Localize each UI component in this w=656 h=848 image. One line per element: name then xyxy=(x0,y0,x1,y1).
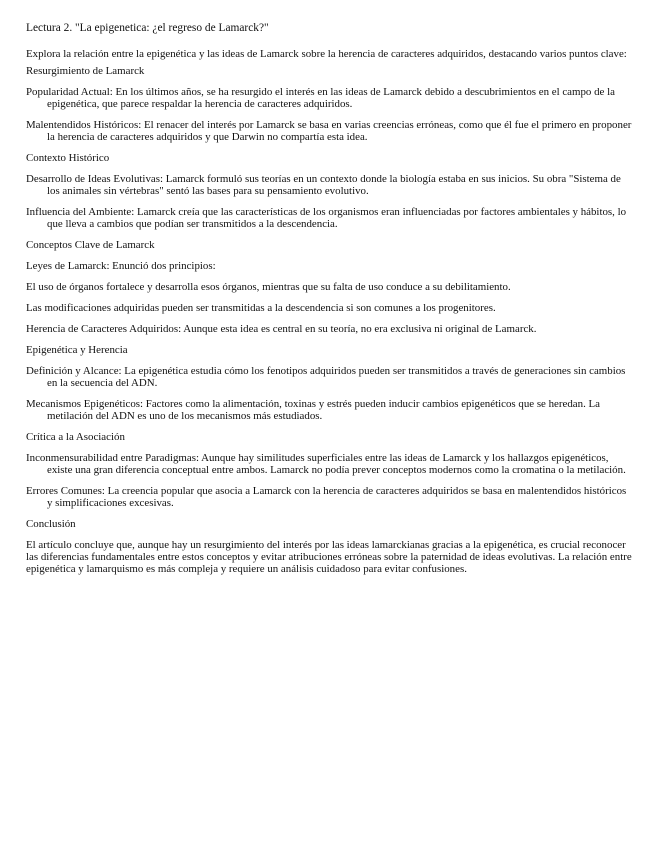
paragraph-text: : Aunque esta idea es central en su teoría, no era exclusiva ni original de Lamarck. xyxy=(178,323,537,335)
section-paragraph xyxy=(26,323,632,335)
section-paragraph xyxy=(26,365,632,389)
section-paragraph xyxy=(26,485,632,509)
paragraph-label: Definición y Alcance xyxy=(26,365,119,377)
section-paragraph xyxy=(26,281,632,293)
section-heading: Contexto Histórico xyxy=(26,152,110,164)
paragraph-text: : La creencia popular que asocia a Lamarck con la herencia de caracteres adquiridos se basa en malentendidos históricos y simplificaciones excesivas. xyxy=(47,485,627,509)
section-paragraph xyxy=(26,119,632,143)
paragraph-label: Herencia de Caracteres Adquiridos xyxy=(26,323,179,335)
paragraph-text: : El renacer del interés por Lamarck se basa en varias creencias erróneas, como que él fue el primero en proponer la herencia de caracteres adquiridos y que Darwin no compartía esta idea. xyxy=(47,119,632,143)
section-paragraph xyxy=(26,173,632,197)
paragraph-label: Malentendidos Históricos xyxy=(26,119,139,131)
paragraph-text: El artículo concluye que, aunque hay un resurgimiento del interés por las ideas lamarckianas gracias a la epigenética, es crucial reconocer las diferencias fundamentales entre estos conceptos y evitar atribuciones erróneas sobre la paternidad de ideas evolutivas. La relación entre epigenética y lamarquismo es más compleja y requiere un análisis cuidadoso para evitar confusiones. xyxy=(26,539,632,575)
section-paragraph xyxy=(26,398,632,422)
section-heading: Conceptos Clave de Lamarck xyxy=(26,239,155,251)
paragraph-label: Leyes de Lamarck xyxy=(26,260,107,272)
paragraph-label: Mecanismos Epigenéticos xyxy=(26,398,141,410)
section-heading: Resurgimiento de Lamarck xyxy=(26,65,145,77)
paragraph-text: : Factores como la alimentación, toxinas y estrés pueden inducir cambios epigenéticos que se heredan. La metilación del ADN es uno de los mecanismos más estudiados. xyxy=(47,398,601,422)
paragraph-text: : Enunció dos principios: xyxy=(106,260,216,272)
section-paragraph xyxy=(26,260,632,272)
section-heading: Epigenética y Herencia xyxy=(26,344,128,356)
paragraph-label: Influencia del Ambiente xyxy=(26,206,132,218)
paragraph-label: Desarrollo de Ideas Evolutivas xyxy=(26,173,160,185)
section-heading: Crítica a la Asociación xyxy=(26,431,125,443)
section-heading: Conclusión xyxy=(26,518,76,530)
paragraph-text: : Aunque hay similitudes superficiales entre las ideas de Lamarck y los hallazgos epigenéticos, existe una gran diferencia conceptual entre ambos. Lamarck no podía prever conceptos modernos como la cromatina o la metilación. xyxy=(47,452,626,476)
section-paragraph xyxy=(26,86,632,110)
document-body xyxy=(26,65,632,575)
paragraph-label: Popularidad Actual xyxy=(26,86,110,98)
section-paragraph xyxy=(26,452,632,476)
paragraph-text: : La epigenética estudia cómo los fenotipos adquiridos pueden ser transmitidos a través de generaciones sin cambios en la secuencia del ADN. xyxy=(47,365,626,389)
document-title: Lectura 2. "La epigenetica: ¿el regreso de Lamarck?" xyxy=(26,22,269,34)
section-paragraph xyxy=(26,539,632,575)
section-paragraph xyxy=(26,206,632,230)
paragraph-text: : Lamarck formuló sus teorías en un contexto donde la biología estaba en sus inicios. Su obra "Sistema de los animales sin vértebras" sentó las bases para su pensamiento evolutivo. xyxy=(47,173,621,197)
paragraph-text: Las modificaciones adquiridas pueden ser transmitidas a la descendencia si son comunes a los progenitores. xyxy=(26,302,496,314)
paragraph-label: Errores Comunes xyxy=(26,485,102,497)
paragraph-text: : En los últimos años, se ha resurgido el interés en las ideas de Lamarck debido a descubrimientos en el campo de la epigenética, que parece respaldar la herencia de caracteres adquiridos. xyxy=(47,86,615,110)
paragraph-label: Inconmensurabilidad entre Paradigmas xyxy=(26,452,196,464)
section-paragraph xyxy=(26,302,632,314)
paragraph-text: : Lamarck creía que las características de los organismos eran influenciadas por factores ambientales y hábitos, lo que lleva a cambios que podían ser transmitidos a la descendencia. xyxy=(47,206,627,230)
document-intro: Explora la relación entre la epigenética y las ideas de Lamarck sobre la herencia de caracteres adquiridos, destacando varios puntos clave: xyxy=(26,48,627,60)
paragraph-text: El uso de órganos fortalece y desarrolla esos órganos, mientras que su falta de uso conduce a su debilitamiento. xyxy=(26,281,511,293)
